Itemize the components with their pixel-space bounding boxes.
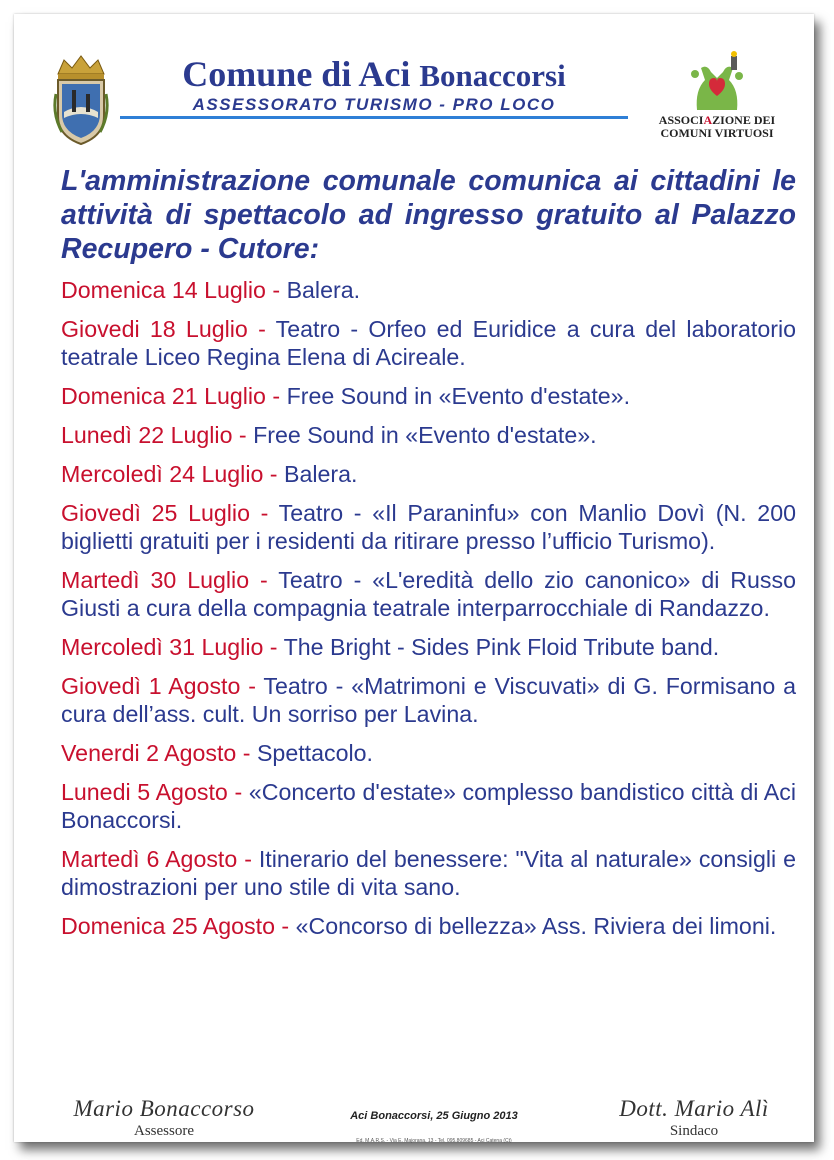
- event-description: Balera.: [283, 461, 358, 487]
- department-subtitle: ASSESSORATO TURISMO - PRO LOCO: [192, 95, 556, 114]
- event-date: Martedì 30 Luglio -: [61, 567, 279, 593]
- association-name: [642, 114, 792, 140]
- virtuous-municipalities-logo-icon: [677, 50, 757, 114]
- event-date: Mercoledì 31 Luglio -: [61, 634, 284, 660]
- municipal-crest-icon: [50, 54, 112, 146]
- assessor-role: Assessore: [134, 1123, 194, 1139]
- association-name-line1: ASSOCIAZIONE DEI: [658, 113, 776, 127]
- event-item: [61, 672, 796, 728]
- event-date: Lunedi 5 Agosto -: [61, 779, 249, 805]
- event-description: Balera.: [286, 277, 361, 303]
- events-list: [61, 276, 796, 951]
- assessor-name: Mario Bonaccorso: [73, 1096, 255, 1121]
- event-description: Teatro - «Il Paraninfu» con Manlio Dovì (N. 200 biglietti gratuiti per i residenti da ritirare presso l’ufficio Turismo).: [61, 500, 796, 554]
- event-description: Free Sound in «Evento d'estate».: [253, 422, 597, 448]
- event-item: [61, 421, 796, 449]
- event-item: [61, 315, 796, 371]
- event-item: [61, 778, 796, 834]
- event-item: [61, 382, 796, 410]
- event-description: Free Sound in «Evento d'estate».: [286, 383, 631, 409]
- event-item: [61, 460, 796, 488]
- place-and-date: Aci Bonaccorsi, 25 Giugno 2013: [350, 1110, 518, 1122]
- association-logo-block: [642, 50, 792, 140]
- event-item: [61, 566, 796, 622]
- municipality-title: Comune di Aci Bonaccorsi: [182, 54, 566, 94]
- event-description: «Concorso di bellezza» Ass. Riviera dei limoni.: [295, 913, 777, 939]
- event-description: Teatro - «Matrimoni e Viscuvati» di G. Formisano a cura dell’ass. cult. Un sorriso per Lavina.: [61, 673, 796, 727]
- mayor-name: Dott. Mario Alì: [619, 1096, 769, 1121]
- event-description: Itinerario del benessere: "Vita al naturale» consigli e dimostrazioni per uno stile di vita sano.: [61, 846, 796, 900]
- event-date: Giovedi 18 Luglio -: [61, 316, 276, 342]
- event-item: [61, 912, 796, 940]
- event-item: [61, 499, 796, 555]
- event-item: [61, 276, 796, 304]
- assessor-signature: [54, 1096, 274, 1140]
- event-item: [61, 633, 796, 661]
- event-date: Domenica 14 Luglio -: [61, 277, 287, 303]
- event-date: Giovedì 25 Luglio -: [61, 500, 279, 526]
- association-name-line2: COMUNI VIRTUOSI: [660, 126, 774, 140]
- event-description: Teatro - Orfeo ed Euridice a cura del laboratorio teatrale Liceo Regina Elena di Acireale.: [61, 316, 796, 370]
- mayor-role: Sindaco: [669, 1123, 719, 1139]
- event-date: Lunedì 22 Luglio -: [61, 422, 254, 448]
- event-description: «Concerto d'estate» complesso bandistico città di Aci Bonaccorsi.: [61, 779, 796, 833]
- event-description: Teatro - «L'eredità dello zio canonico» di Russo Giusti a cura della compagnia teatrale interparrocchiale di Randazzo.: [61, 567, 797, 621]
- event-date: Martedì 6 Agosto -: [61, 846, 259, 872]
- event-description: The Bright - Sides Pink Floid Tribute band.: [283, 634, 720, 660]
- event-item: [61, 739, 796, 767]
- mayor-signature: [580, 1096, 808, 1140]
- event-date: Giovedì 1 Agosto -: [61, 673, 264, 699]
- event-date: Venerdi 2 Agosto -: [61, 740, 257, 766]
- title-divider: [120, 116, 628, 119]
- event-date: Domenica 21 Luglio -: [61, 383, 287, 409]
- event-date: Domenica 25 Agosto -: [61, 913, 296, 939]
- announcement-intro: L'amministrazione comunale comunica ai cittadini le attività di spettacolo ad ingresso gratuito al Palazzo Recupero - Cutore:: [61, 165, 796, 265]
- title-block: [114, 54, 634, 119]
- event-date: Mercoledì 24 Luglio -: [61, 461, 284, 487]
- printer-info: Ed. M.A.R.S. - Via E. Majorana, 13 - Tel. 095.809685 - Aci Catena (Ct): [356, 1138, 512, 1144]
- event-item: [61, 845, 796, 901]
- poster-sheet: [14, 14, 814, 1142]
- event-description: Spettacolo.: [256, 740, 373, 766]
